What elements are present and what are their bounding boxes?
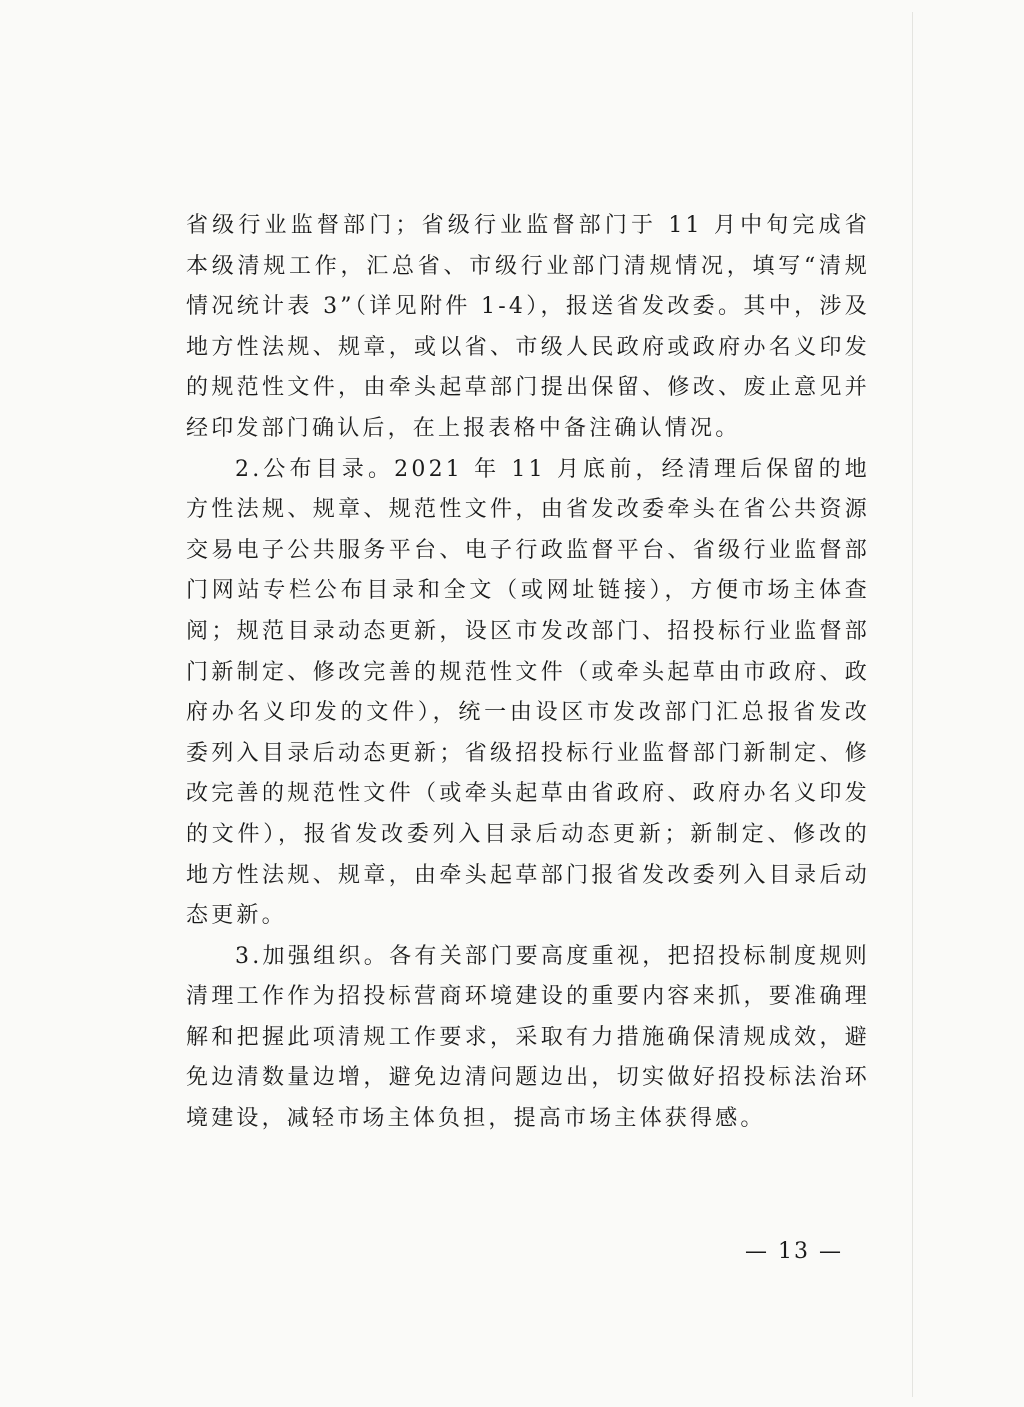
page-fold-line [912,12,913,1397]
document-body [186,206,870,1140]
page-number: — 13 — [745,1239,843,1264]
paragraph-continuation: 省级行业监督部门；省级行业监督部门于 11 月中旬完成省本级清规工作，汇总省、市级行业部门清规情况，填写“清规情况统计表 3”（详见附件 1-4），报送省发改委。其中，涉及地方性法规、规章，或以省、市级人民政府或政府办名义印发的规范性文件，由牵头起草部门提出保留、修改、废止意见并经印发部门确认后，在上报表格中备注确认情况。 [186,213,870,441]
paragraph-strengthen-organization: 3.加强组织。各有关部门要高度重视，把招投标制度规则清理工作作为招投标营商环境建设的重要内容来抓，要准确理解和把握此项清规工作要求，采取有力措施确保清规成效，避免边清数量边增，避免边清问题边出，切实做好招投标法治环境建设，减轻市场主体负担，提高市场主体获得感。 [186,943,870,1132]
paragraph-publish-catalog: 2.公布目录。2021 年 11 月底前，经清理后保留的地方性法规、规章、规范性文件，由省发改委牵头在省公共资源交易电子公共服务平台、电子行政监督平台、省级行业监督部门网站专栏公布目录和全文（或网址链接），方便市场主体查阅；规范目录动态更新，设区市发改部门、招投标行业监督部门新制定、修改完善的规范性文件（或牵头起草由市政府、政府办名义印发的文件），统一由设区市发改部门汇总报省发改委列入目录后动态更新；省级招投标行业监督部门新制定、修改完善的规范性文件（或牵头起草由省政府、政府办名义印发的文件），报省发改委列入目录后动态更新；新制定、修改的地方性法规、规章，由牵头起草部门报省发改委列入目录后动态更新。 [186,456,870,929]
